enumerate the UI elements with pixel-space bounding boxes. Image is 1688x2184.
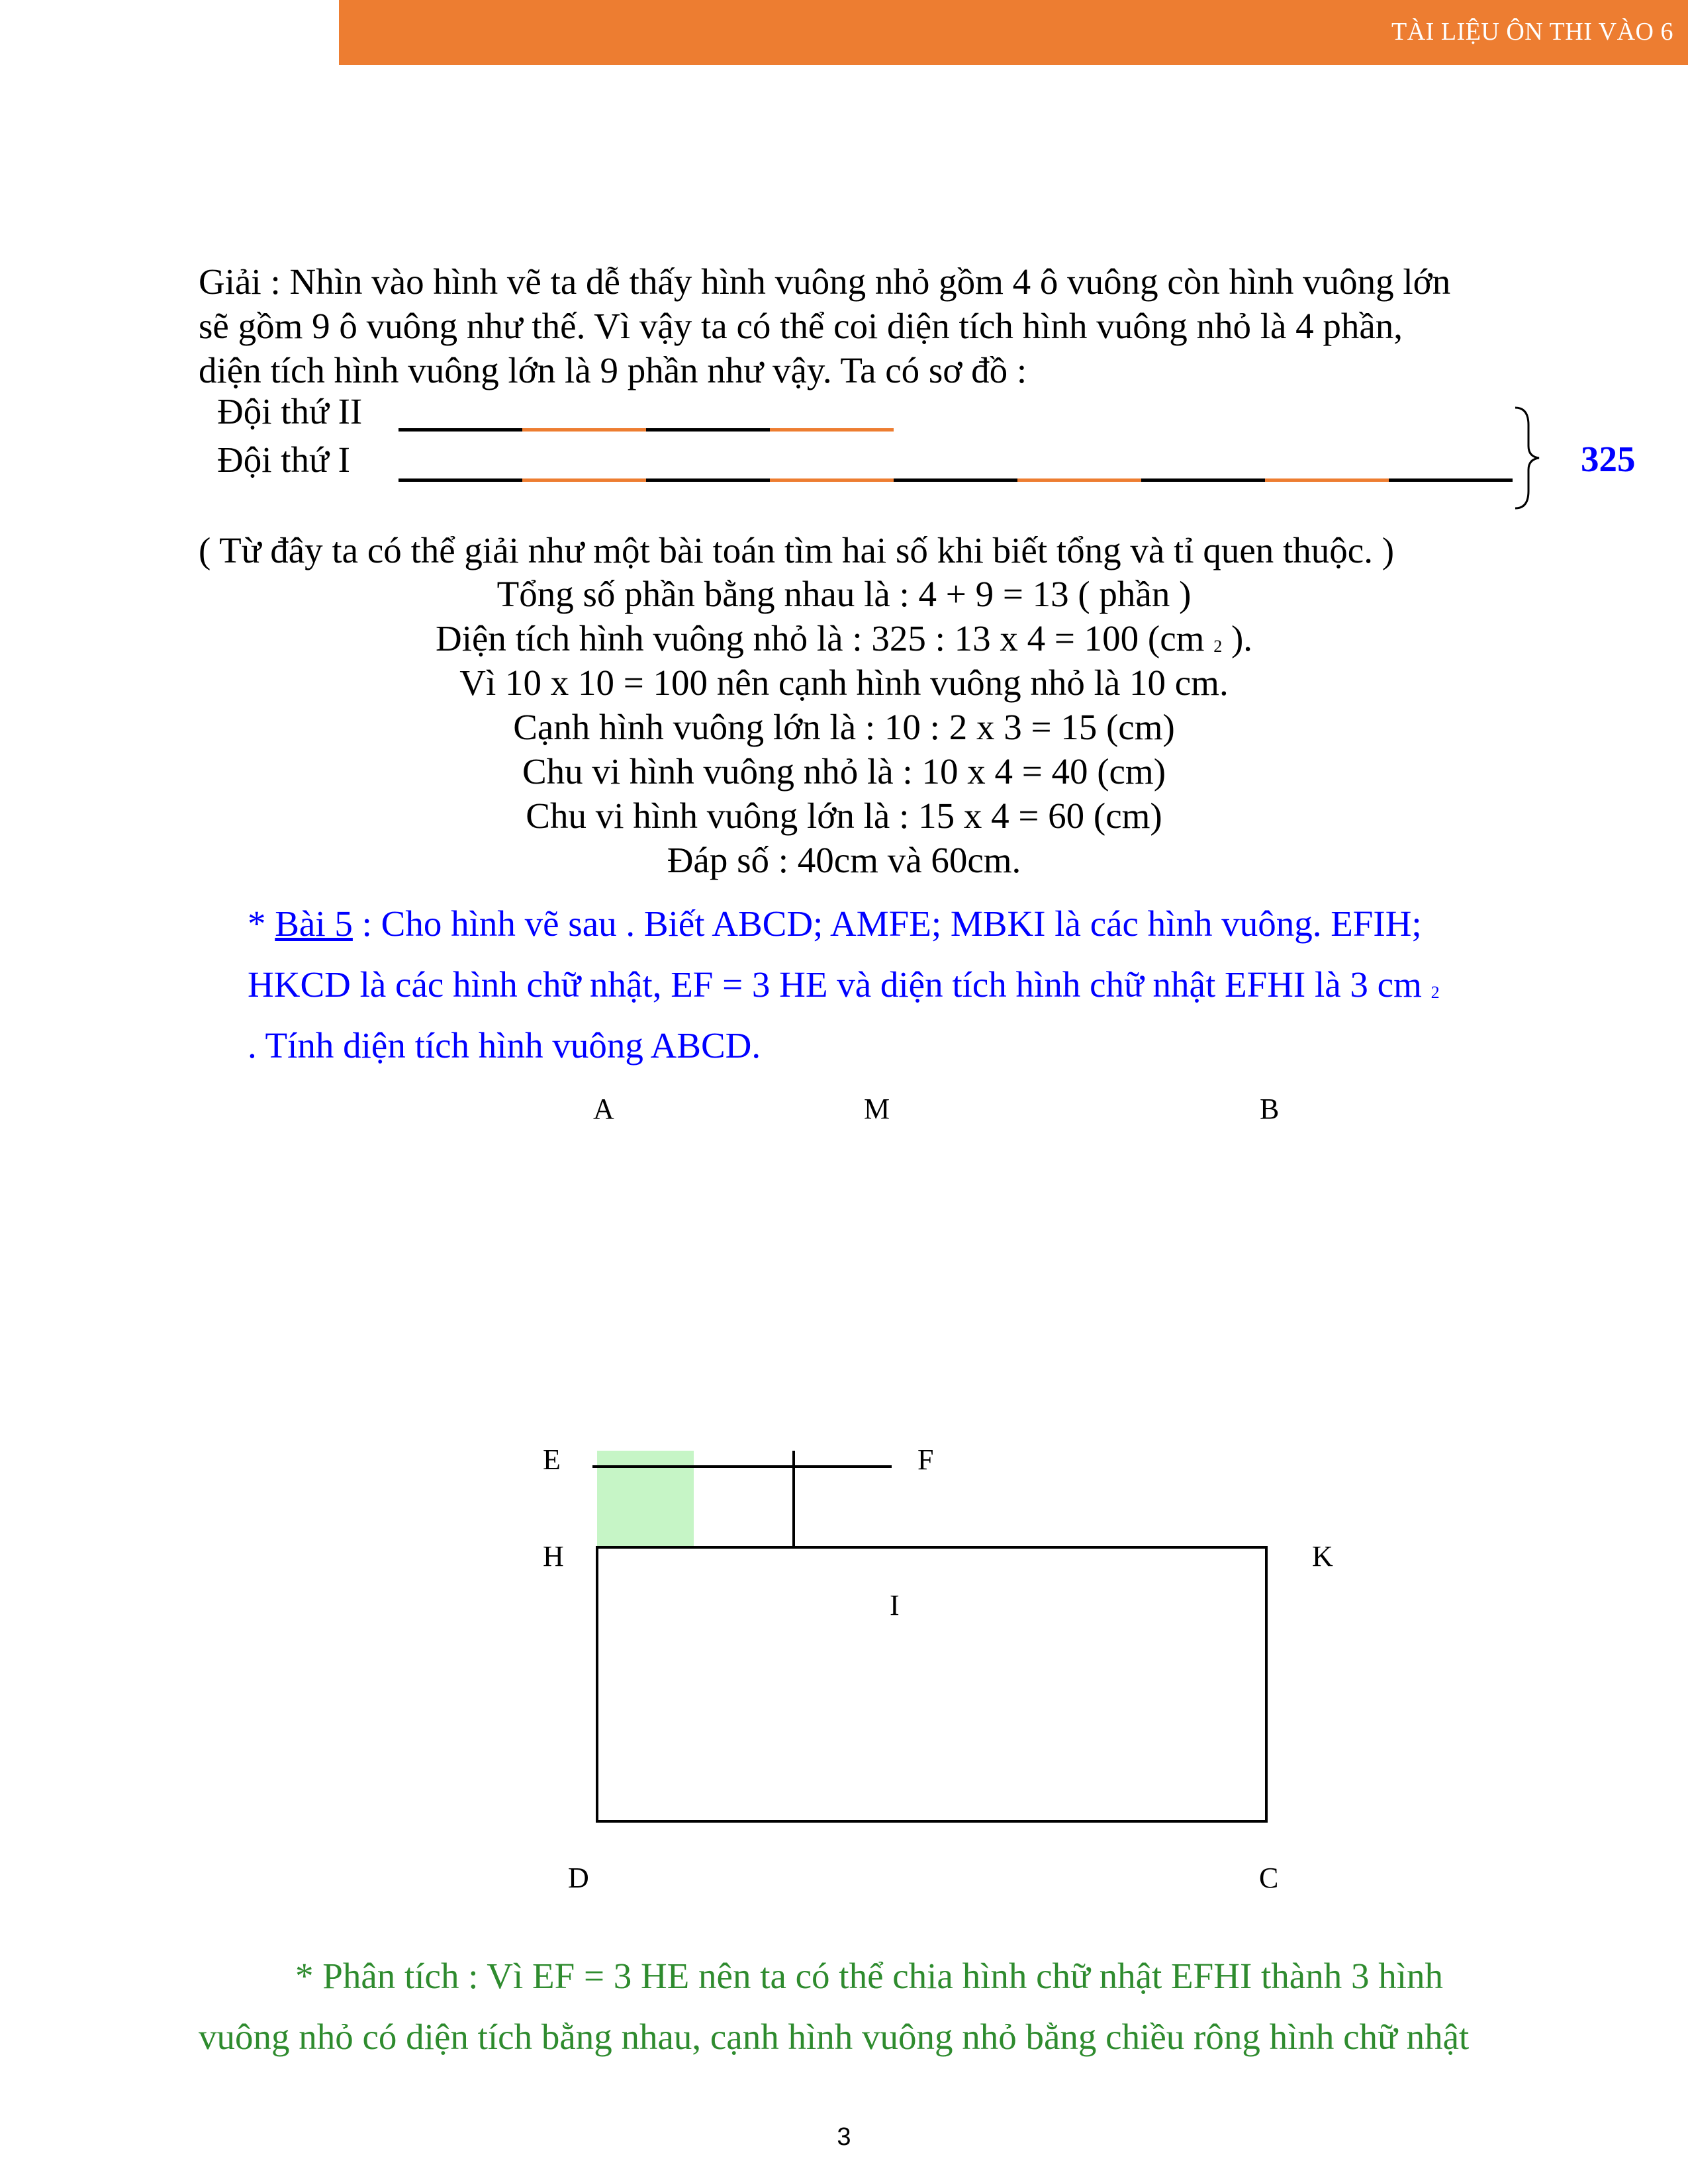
solution-step-3: Vì 10 x 10 = 100 nên cạnh hình vuông nhỏ là 10 cm. bbox=[459, 662, 1229, 703]
solution-step-1: Tổng số phần bằng nhau là : 4 + 9 = 13 ( phần ) bbox=[496, 574, 1192, 614]
segment-i-divider bbox=[792, 1451, 795, 1549]
team1-part bbox=[1389, 478, 1513, 482]
right-brace-icon bbox=[1513, 405, 1546, 511]
label-e: E bbox=[543, 1443, 561, 1476]
problem5-line-2 bbox=[248, 966, 1440, 1003]
problem5-exponent: 2 bbox=[1430, 983, 1440, 1002]
team1-label: Đội thứ I bbox=[217, 439, 350, 480]
solution-step-5: Chu vi hình vuông nhỏ là : 10 x 4 = 40 (cm) bbox=[522, 751, 1166, 792]
segment-kc bbox=[1265, 1546, 1268, 1823]
solution-step-2 bbox=[0, 620, 1688, 657]
header-bar bbox=[339, 0, 1688, 65]
intro-line-1: Giải : Nhìn vào hình vẽ ta dễ thấy hình vuông nhỏ gồm 4 ô vuông còn hình vuông lớn bbox=[199, 261, 1451, 302]
problem5-star: * bbox=[248, 903, 275, 944]
problem5-line-2-text: HKCD là các hình chữ nhật, EF = 3 HE và diện tích hình chữ nhật EFHI là 3 cm bbox=[248, 964, 1431, 1005]
team1-part bbox=[1265, 478, 1389, 482]
team2-part bbox=[770, 428, 894, 432]
solution-answer: Đáp số : 40cm và 60cm. bbox=[667, 840, 1021, 880]
team1-part bbox=[770, 478, 894, 482]
analysis-line-2: vuông nhỏ có diện tích bằng nhau, cạnh hình vuông nhỏ bằng chiều rông hình chữ nhật bbox=[199, 2017, 1470, 2057]
segment-hk bbox=[596, 1546, 1268, 1549]
label-m: M bbox=[864, 1093, 890, 1125]
team2-part bbox=[646, 428, 770, 432]
header-title: TÀI LIỆU ÔN THI VÀO 6 bbox=[1391, 18, 1673, 46]
solution-step-2-text: Diện tích hình vuông nhỏ là : 325 : 13 x 4 = 100 (cm bbox=[435, 618, 1214, 659]
team1-part bbox=[646, 478, 770, 482]
segment-dc bbox=[596, 1820, 1268, 1823]
segment-hd bbox=[596, 1546, 598, 1823]
problem5-line-3: . Tính diện tích hình vuông ABCD. bbox=[248, 1025, 761, 1066]
team2-part bbox=[522, 428, 646, 432]
page-number: 3 bbox=[837, 2123, 851, 2151]
solution-note: ( Từ đây ta có thể giải như một bài toán tìm hai số khi biết tổng và tỉ quen thuộc. ) bbox=[199, 530, 1395, 570]
team2-part bbox=[399, 428, 522, 432]
label-c: C bbox=[1259, 1862, 1279, 1894]
problem5-line-1 bbox=[248, 905, 1422, 942]
problem5-title: Bài 5 bbox=[275, 903, 353, 944]
label-k: K bbox=[1312, 1540, 1333, 1572]
label-a: A bbox=[593, 1093, 614, 1125]
solution-step-6: Chu vi hình vuông lớn là : 15 x 4 = 60 (cm) bbox=[526, 796, 1162, 836]
team1-part bbox=[1017, 478, 1141, 482]
team2-label: Đội thứ II bbox=[217, 391, 363, 432]
total-value: 325 bbox=[1581, 439, 1636, 479]
team1-part bbox=[1141, 478, 1265, 482]
team1-part bbox=[399, 478, 522, 482]
label-d: D bbox=[568, 1862, 589, 1894]
intro-line-2: sẽ gồm 9 ô vuông như thế. Vì vậy ta có thể coi diện tích hình vuông nhỏ là 4 phần, bbox=[199, 306, 1403, 346]
segment-ef bbox=[592, 1465, 892, 1468]
analysis-line-1: * Phân tích : Vì EF = 3 HE nên ta có thể chia hình chữ nhật EFHI thành 3 hình bbox=[295, 1956, 1443, 1996]
intro-line-3: diện tích hình vuông lớn là 9 phần như vậy. Ta có sơ đồ : bbox=[199, 350, 1027, 390]
label-f: F bbox=[917, 1443, 934, 1476]
problem5-line-1-text: : Cho hình vẽ sau . Biết ABCD; AMFE; MBKI là các hình vuông. EFIH; bbox=[352, 903, 1422, 944]
team1-part bbox=[522, 478, 646, 482]
label-h: H bbox=[543, 1540, 564, 1572]
solution-step-2-end: ). bbox=[1222, 618, 1253, 659]
solution-step-4: Cạnh hình vuông lớn là : 10 : 2 x 3 = 15 (cm) bbox=[513, 707, 1175, 747]
label-i: I bbox=[890, 1589, 900, 1621]
team1-part bbox=[894, 478, 1017, 482]
label-b: B bbox=[1260, 1093, 1280, 1125]
square-exponent: 2 bbox=[1213, 637, 1223, 656]
